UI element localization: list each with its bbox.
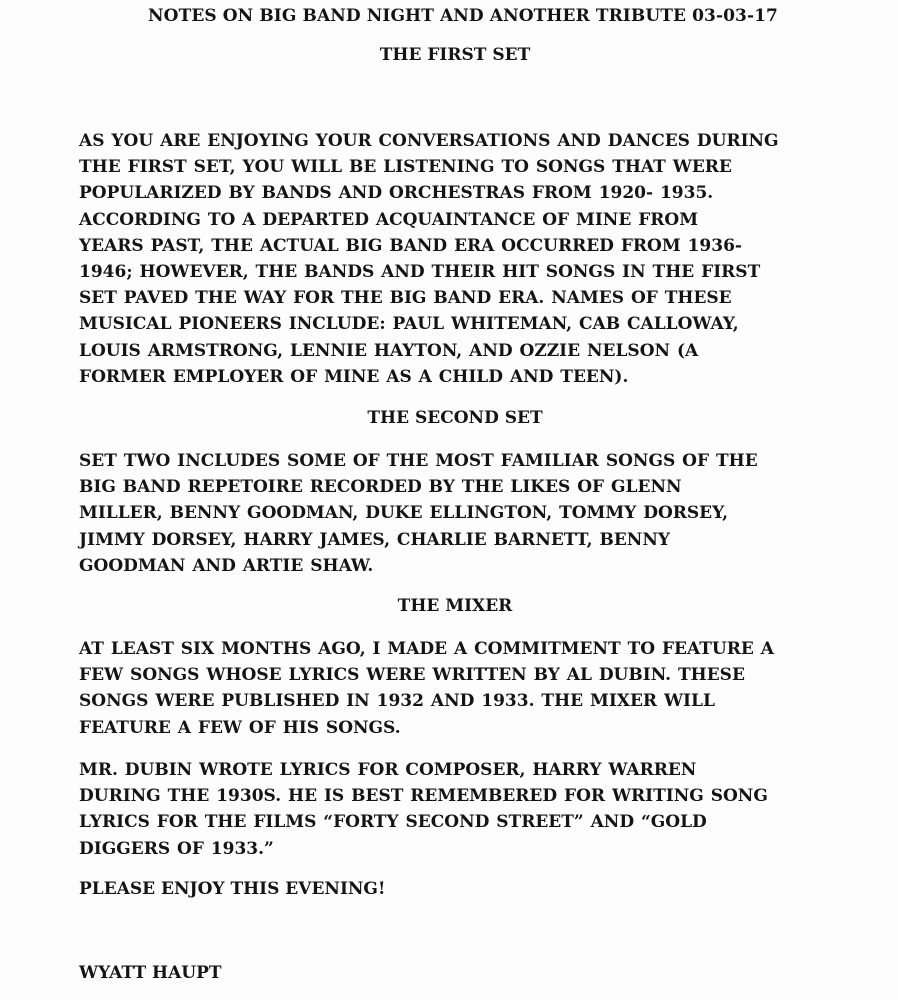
paragraph-first-set [79, 128, 859, 390]
text-line: LOUIS ARMSTRONG, LENNIE HAYTON, AND OZZIE NELSON (A [79, 340, 699, 361]
text-line: JIMMY DORSEY, HARRY JAMES, CHARLIE BARNETT, BENNY [79, 529, 671, 550]
signature: WYATT HAUPT [79, 963, 222, 983]
text-line: FEW SONGS WHOSE LYRICS WERE WRITTEN BY AL DUBIN. THESE [79, 665, 745, 686]
text-line: GOODMAN AND ARTIE SHAW. [79, 555, 374, 576]
text-line: AS YOU ARE ENJOYING YOUR CONVERSATIONS AND DANCES DURING [79, 131, 779, 151]
text-line: DIGGERS OF 1933.” [79, 838, 274, 859]
heading-mixer: THE MIXER [397, 596, 513, 616]
text-line: AT LEAST SIX MONTHS AGO, I MADE A COMMITMENT TO FEATURE A [79, 639, 774, 659]
text-line: BIG BAND REPETOIRE RECORDED BY THE LIKES OF GLENN [79, 477, 682, 498]
text-line: SONGS WERE PUBLISHED IN 1932 AND 1933. THE MIXER WILL [79, 691, 715, 712]
paragraph-mixer-2 [79, 757, 859, 862]
text-line: DURING THE 1930S. HE IS BEST REMEMBERED FOR WRITING SONG [79, 786, 768, 807]
text-line: 1946; HOWEVER, THE BANDS AND THEIR HIT SONGS IN THE FIRST [79, 262, 761, 283]
closing-line: PLEASE ENJOY THIS EVENING! [79, 879, 386, 899]
paragraph-second-set [79, 448, 859, 579]
document-title: NOTES ON BIG BAND NIGHT AND ANOTHER TRIBUTE 03-03-17 [148, 6, 778, 26]
text-line: MR. DUBIN WROTE LYRICS FOR COMPOSER, HARRY WARREN [79, 760, 697, 780]
heading-second-set: THE SECOND SET [367, 408, 543, 428]
heading-first-set: THE FIRST SET [379, 45, 531, 65]
text-line: ACCORDING TO A DEPARTED ACQUAINTANCE OF MINE FROM [79, 209, 699, 230]
paragraph-mixer-1 [79, 636, 859, 741]
text-line: FORMER EMPLOYER OF MINE AS A CHILD AND TEEN). [79, 366, 629, 387]
text-line: FEATURE A FEW OF HIS SONGS. [79, 717, 401, 738]
text-line: THE FIRST SET, YOU WILL BE LISTENING TO SONGS THAT WERE [79, 157, 732, 178]
text-line: SET TWO INCLUDES SOME OF THE MOST FAMILIAR SONGS OF THE [79, 451, 758, 471]
text-line: SET PAVED THE WAY FOR THE BIG BAND ERA. NAMES OF THESE [79, 288, 732, 309]
text-line: YEARS PAST, THE ACTUAL BIG BAND ERA OCCURRED FROM 1936- [79, 235, 742, 256]
text-line: MILLER, BENNY GOODMAN, DUKE ELLINGTON, TOMMY DORSEY, [79, 503, 728, 524]
text-line: LYRICS FOR THE FILMS “FORTY SECOND STREET” AND “GOLD [79, 812, 707, 833]
text-line: MUSICAL PIONEERS INCLUDE: PAUL WHITEMAN, CAB CALLOWAY, [79, 314, 739, 335]
text-line: POPULARIZED BY BANDS AND ORCHESTRAS FROM 1920- 1935. [79, 183, 714, 204]
